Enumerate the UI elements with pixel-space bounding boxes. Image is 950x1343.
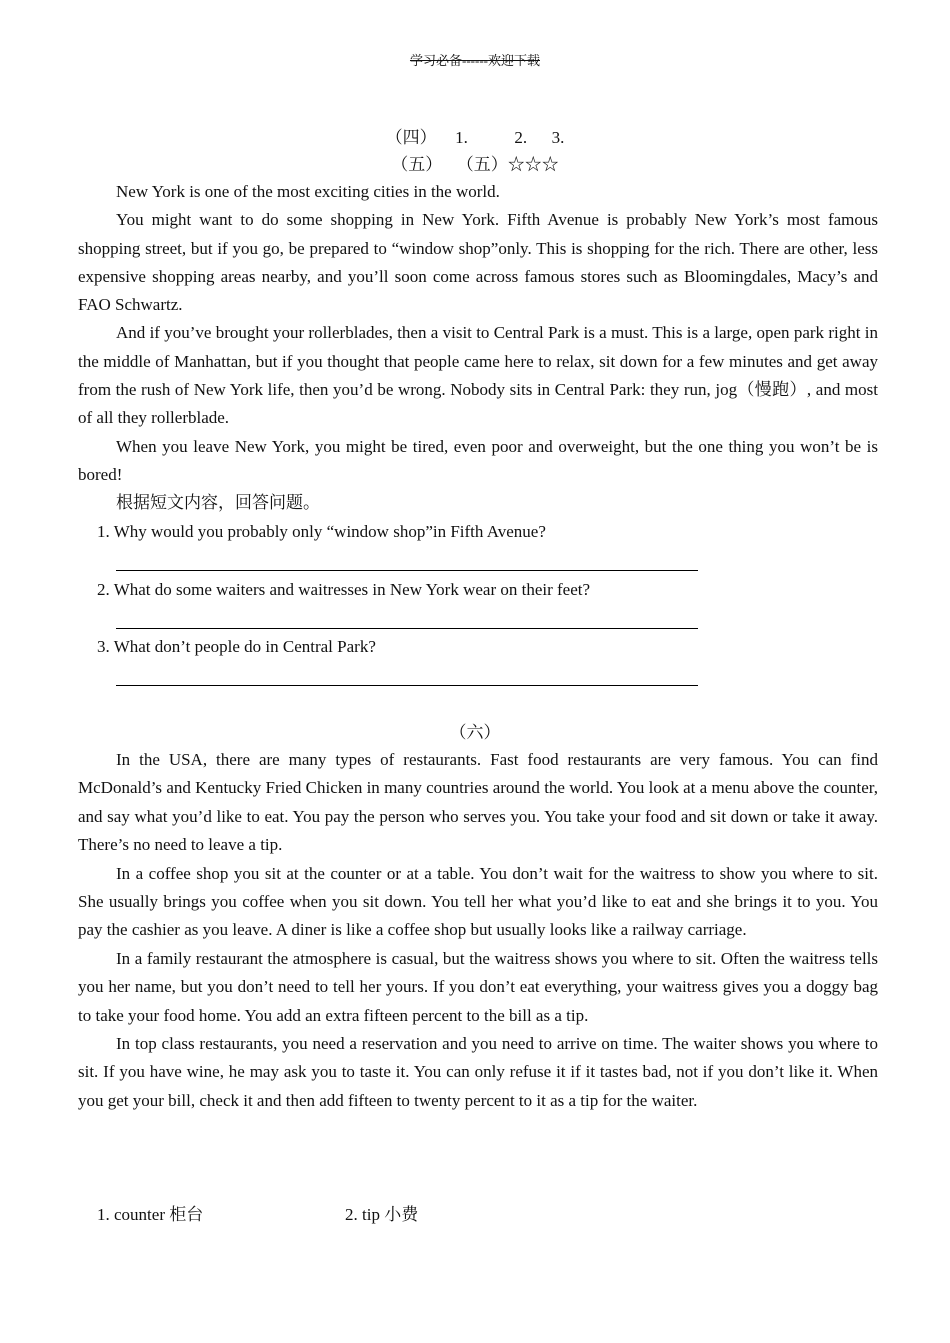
paragraph: When you leave New York, you might be tired, even poor and overweight, but the one thing you won’t be is bored! (78, 436, 878, 484)
section6-label: （六） (449, 723, 501, 742)
header-left: 学习必备 (409, 53, 462, 68)
vocab-item-1: 1. counter 柜台 (97, 1205, 204, 1224)
question-text: 2. What do some waiters and waitresses in New York wear on their feet? (97, 580, 591, 599)
section4-answer-3: 3. (551, 128, 565, 147)
question-text: 1. Why would you probably only “window shop”in Fifth Avenue? (97, 522, 546, 541)
paragraph: In top class restaurants, you need a reservation and you need to arrive on time. The waiter shows you where to sit. If you have wine, he may ask you to taste it. You can only refuse it if it tastes bad, not if you don’t like it. When you get your bill, check it and then add fifteen to twenty percent to it as a tip for the waiter. (78, 1034, 878, 1110)
page-header (0, 50, 950, 69)
paragraph: In the USA, there are many types of restaurants. Fast food restaurants are very famous. You can find McDonald’s and Kentucky Fried Chicken in many countries around the world. You look at a menu above the counter, and say what you’d like to eat. You pay the person who serves you. You take your food and sit down or take it away. There’s no need to leave a tip. (78, 750, 878, 855)
section4-label: （四） (385, 128, 437, 147)
section4-answer-1: 1. (455, 128, 468, 147)
paragraph: New York is one of the most exciting cities in the world. (116, 182, 500, 201)
passage-new-york (78, 178, 878, 518)
vocab-item-2: 2. tip 小费 (345, 1205, 419, 1224)
question-2 (97, 576, 797, 629)
question-3 (97, 633, 797, 686)
passage-restaurants (78, 746, 878, 1115)
header-right: 欢迎下载 (487, 53, 540, 68)
question-text: 3. What don’t people do in Central Park? (97, 637, 376, 656)
header-dashes: ------ (462, 53, 488, 68)
paragraph: You might want to do some shopping in New York. Fifth Avenue is probably New York’s most famous shopping street, but if you go, be prepared to “window shop”only. This is shopping for the rich. There are other, less expensive shopping areas nearby, and you’ll soon come across famous stores such as Bloomingdales, Macy’s and FAO Schwartz. (78, 210, 878, 315)
paragraph: In a coffee shop you sit at the counter or at a table. You don’t wait for the waitress to show you where to sit. She usually brings you coffee when you sit down. You tell her what you’d like to eat and she brings it to you. You pay the cashier as you leave. A diner is like a coffee shop but usually looks like a railway carriage. (78, 863, 878, 940)
answer-line[interactable] (116, 560, 698, 571)
answer-line[interactable] (116, 675, 698, 686)
section5-line (0, 150, 950, 175)
instruction: 根据短文内容，回答问题。 (116, 493, 320, 513)
paragraph: And if you’ve brought your rollerblades, then a visit to Central Park is a must. This is a large, open park right in the middle of Manhattan, but if you thought that people came here to relax, sit down for a few minutes and get away from the rush of New York life, then you’d be wrong. Nobody sits in Central Park: they run, jog（慢跑）, and most of all they rollerblade. (78, 323, 878, 428)
section5-stars: ☆☆☆ (507, 155, 559, 174)
question-1 (97, 518, 797, 571)
section5-label-2: （五） (456, 155, 508, 174)
section4-line (0, 123, 950, 148)
section4-answer-2: 2. (514, 128, 528, 147)
answer-line[interactable] (116, 618, 698, 629)
paragraph: In a family restaurant the atmosphere is casual, but the waitress shows you where to sit. Often the waitress tells you her name, but you don’t need to tell her yours. If you don’t eat everything, your waitress gives you a doggy bag to take your food home. You add an extra fifteen percent to the bill as a tip. (78, 948, 878, 1025)
section5-label: （五） (391, 155, 443, 174)
